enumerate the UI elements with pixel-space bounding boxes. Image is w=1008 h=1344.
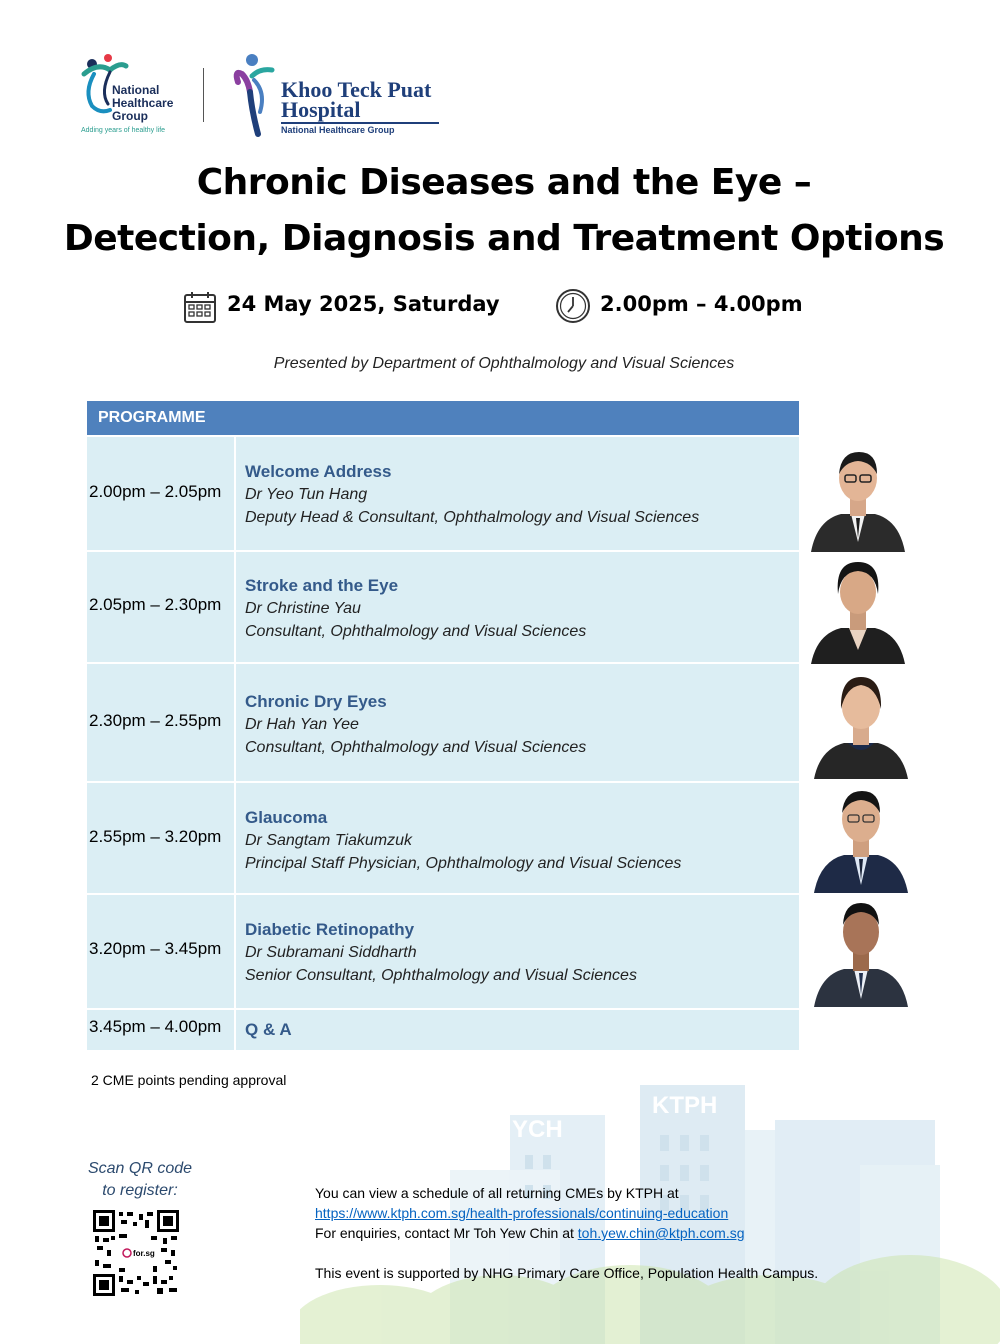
programme-header-label: PROGRAMME [98, 409, 206, 426]
time-slot: 2.30pm – 2.55pm [89, 711, 222, 730]
programme-row [87, 783, 799, 893]
enquiries-line [315, 1223, 745, 1243]
speaker-name: Dr Sangtam Tiakumzuk [245, 832, 413, 849]
ktph-name-line: Hospital [281, 97, 361, 122]
session-title: Q & A [245, 1020, 292, 1039]
contact-email-link[interactable]: toh.yew.chin@ktph.com.sg [577, 1225, 745, 1241]
time-slot: 3.45pm – 4.00pm [89, 1017, 222, 1036]
time-slot: 2.05pm – 2.30pm [89, 595, 222, 614]
enquiries-text: For enquiries, contact Mr Toh Yew Chin at [315, 1225, 578, 1241]
calendar-icon [183, 290, 217, 324]
logo-divider [203, 68, 204, 122]
programme-header [87, 401, 799, 435]
session-title: Diabetic Retinopathy [245, 920, 415, 939]
event-time: 2.00pm – 4.00pm [600, 292, 803, 316]
presented-by: Presented by Department of Ophthalmology and Visual Sciences [273, 355, 735, 372]
session-title: Stroke and the Eye [245, 576, 399, 595]
time-slot: 2.00pm – 2.05pm [89, 482, 222, 501]
scan-qr-line: to register: [102, 1182, 178, 1199]
time-cell [87, 895, 234, 1008]
ktph-subtitle: National Healthcare Group [281, 125, 395, 135]
clock-icon [555, 288, 591, 324]
session-cell [236, 1010, 799, 1050]
ktph-name-line: Khoo Teck Puat [281, 77, 432, 102]
speaker-role: Principal Staff Physician, Ophthalmology and Visual Sciences [245, 855, 682, 872]
time-slot: 2.55pm – 3.20pm [89, 827, 222, 846]
speaker-name: Dr Subramani Siddharth [245, 944, 417, 961]
speaker-role: Deputy Head & Consultant, Ophthalmology and Visual Sciences [245, 509, 700, 526]
time-cell [87, 552, 234, 662]
programme-row [87, 664, 799, 781]
continuing-education-link[interactable]: https://www.ktph.com.sg/health-professionals/continuing-education [315, 1205, 729, 1221]
qr-center-label: for.sg [133, 1249, 155, 1258]
session-cell [236, 552, 799, 662]
programme-row [87, 895, 799, 1008]
speaker-name: Dr Christine Yau [245, 600, 361, 617]
speaker-role: Senior Consultant, Ophthalmology and Visual Sciences [245, 967, 637, 984]
speaker-photo [811, 446, 905, 552]
time-cell [87, 437, 234, 550]
time-cell [87, 1010, 234, 1050]
nhg-name-line: Healthcare [112, 96, 174, 110]
registration-qr-code[interactable] [93, 1210, 179, 1296]
ktph-logo-mark [230, 52, 280, 138]
time-cell [87, 664, 234, 781]
session-title: Welcome Address [245, 462, 392, 481]
session-title: Glaucoma [245, 808, 328, 827]
speaker-role: Consultant, Ophthalmology and Visual Sciences [245, 623, 587, 640]
ktph-building-label: KTPH [652, 1092, 718, 1119]
nhg-name-line: National [112, 83, 160, 97]
time-cell [87, 783, 234, 893]
session-cell [236, 895, 799, 1008]
support-text: This event is supported by NHG Primary Care Office, Population Health Campus. [315, 1265, 819, 1281]
speaker-photo [814, 787, 908, 893]
scan-qr-label [80, 1158, 200, 1202]
session-cell [236, 783, 799, 893]
programme-row [87, 437, 799, 550]
speaker-name: Dr Yeo Tun Hang [245, 486, 368, 503]
cme-schedule-text: You can view a schedule of all returning CMEs by KTPH at [315, 1185, 679, 1201]
nhg-name-line: Group [112, 109, 148, 123]
event-title-line1: Chronic Diseases and the Eye – [196, 162, 812, 203]
speaker-name: Dr Hah Yan Yee [245, 716, 359, 733]
nhg-name [112, 84, 173, 123]
programme-row [87, 552, 799, 662]
ktph-underline [281, 122, 439, 124]
session-cell [236, 437, 799, 550]
time-slot: 3.20pm – 3.45pm [89, 939, 222, 958]
scan-qr-line: Scan QR code [87, 1160, 193, 1177]
ych-building-label: YCH [512, 1116, 563, 1143]
session-title: Chronic Dry Eyes [245, 692, 387, 711]
ktph-name [281, 77, 432, 122]
event-title-line2: Detection, Diagnosis and Treatment Options [63, 218, 945, 259]
event-date: 24 May 2025, Saturday [227, 292, 500, 316]
speaker-role: Consultant, Ophthalmology and Visual Sciences [245, 739, 587, 756]
nhg-tagline: Adding years of healthy life [81, 127, 166, 134]
session-cell [236, 664, 799, 781]
speaker-photo [814, 901, 908, 1007]
cme-note: 2 CME points pending approval [91, 1072, 287, 1088]
programme-row [87, 1010, 799, 1050]
speaker-photo [811, 558, 905, 664]
speaker-photo [814, 673, 908, 779]
